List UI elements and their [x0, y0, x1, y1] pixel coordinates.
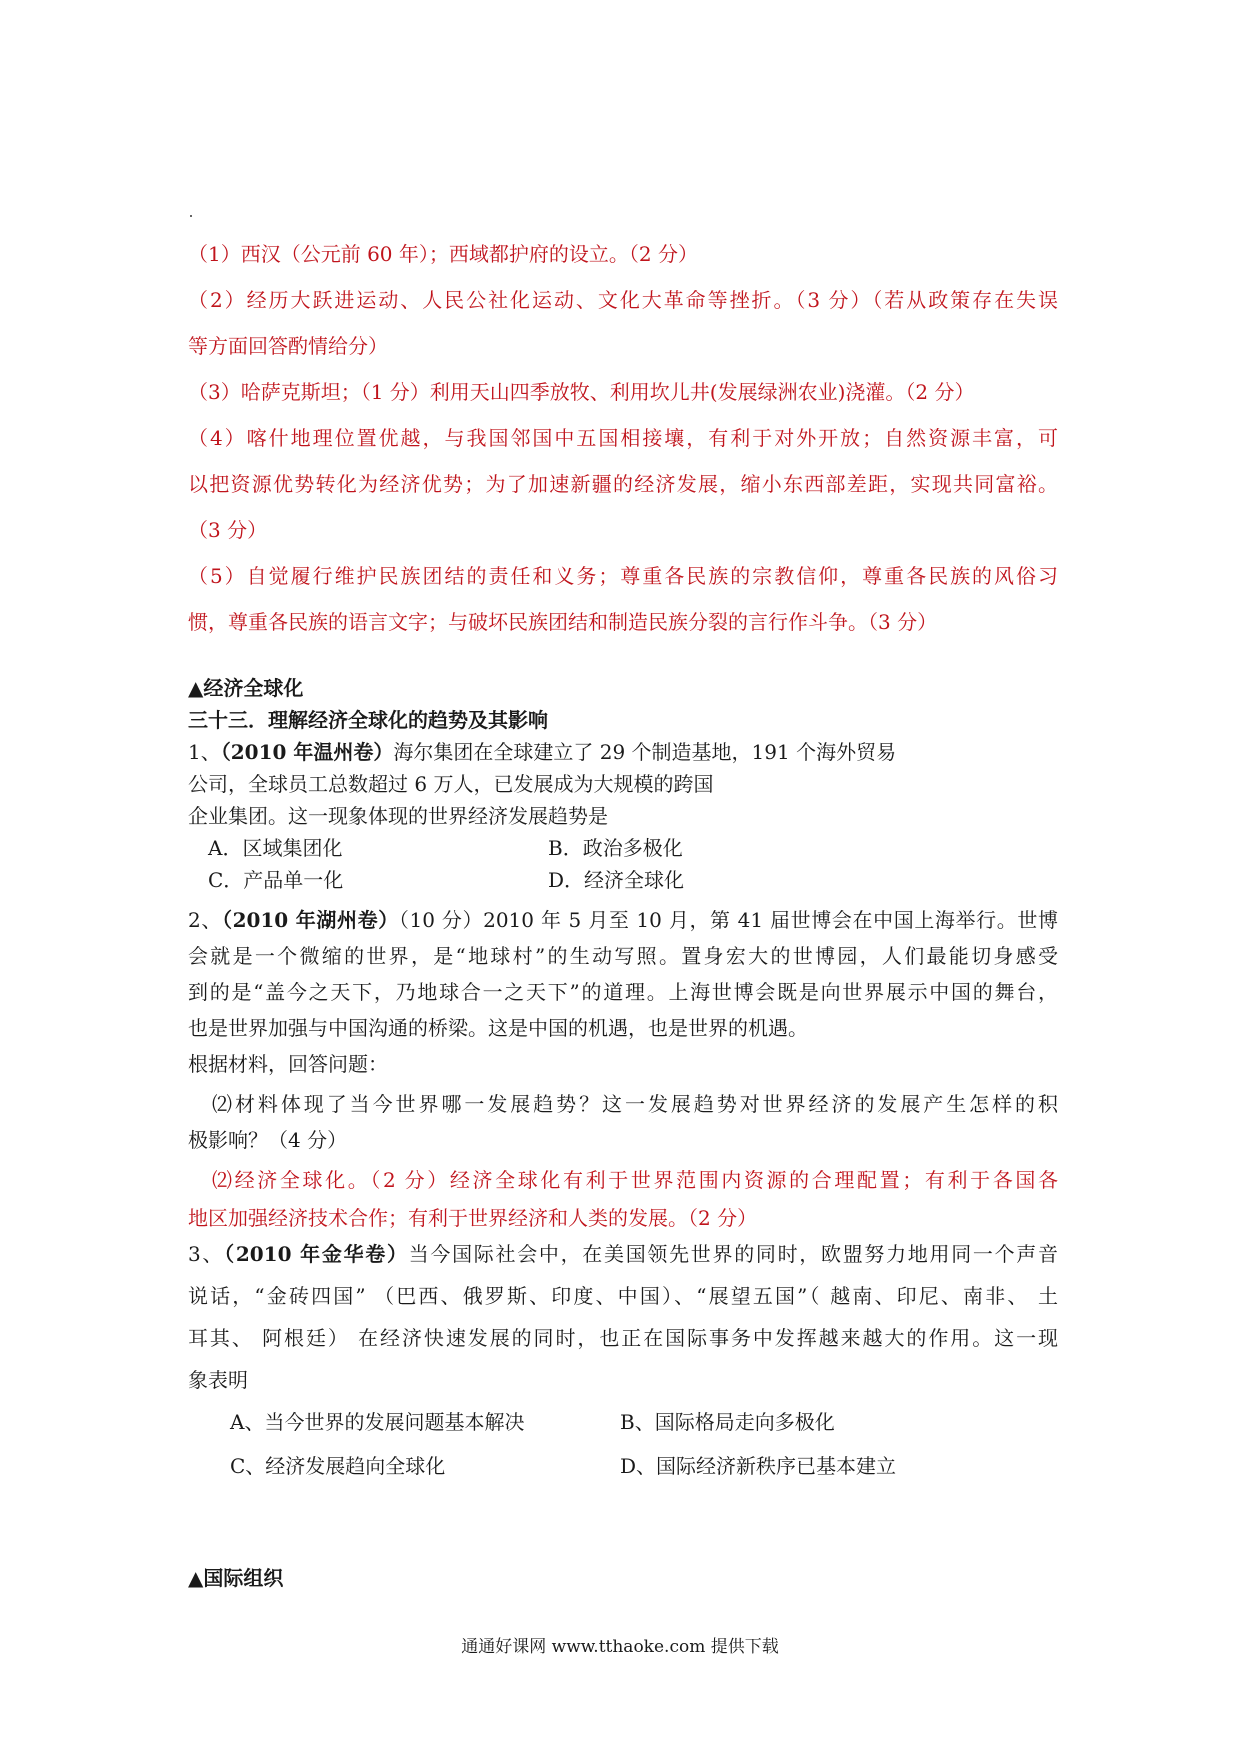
question-2-line-5: 根据材料，回答问题： [188, 1052, 388, 1076]
question-1-option-d: D．经济全球化 [548, 868, 685, 892]
question-3-line-1 [188, 1240, 1058, 1268]
question-number: 1、 [188, 740, 221, 764]
answer-4-line-3: （3 分） [188, 518, 268, 542]
question-1-option-c: C．产品单一化 [208, 868, 344, 892]
question-3-option-b: B、国际格局走向多极化 [620, 1410, 835, 1434]
question-2-line-2: 会就是一个微缩的世界，是“地球村”的生动写照。置身宏大的世博园，人们最能切身感受 [188, 944, 1058, 968]
answer-5-line-1: （5）自觉履行维护民族团结的责任和义务；尊重各民族的宗教信仰，尊重各民族的风俗习 [188, 564, 1058, 588]
answer-3: （3）哈萨克斯坦；（1 分）利用天山四季放牧、利用坎儿井(发展绿洲农业)浇灌。（2 分） [188, 380, 975, 404]
question-2-answer-line-1: ⑵经济全球化。（2 分）经济全球化有利于世界范围内资源的合理配置；有利于各国各 [212, 1168, 1058, 1192]
answer-2-line-1: （2）经历大跃进运动、人民公社化运动、文化大革命等挫折。（3 分）（若从政策存在失误 [188, 288, 1058, 312]
section-heading-intl-org: ▲国际组织 [188, 1566, 284, 1590]
question-1-line-2: 公司，全球员工总数超过 6 万人，已发展成为大规模的跨国 [188, 772, 714, 796]
topic-title: 三十三．理解经济全球化的趋势及其影响 [188, 708, 548, 732]
question-2-line-4: 也是世界加强与中国沟通的桥梁。这是中国的机遇，也是世界的机遇。 [188, 1016, 808, 1040]
question-text: （10 分）2010 年 5 月至 10 月，第 41 届世博会在中国上海举行。世博 [398, 908, 1058, 932]
question-source: （2010 年湖州卷） [221, 908, 399, 932]
question-1-option-a: A．区域集团化 [208, 836, 343, 860]
question-3-option-c: C、经济发展趋向全球化 [230, 1454, 446, 1478]
question-number: 2、 [188, 908, 222, 932]
question-1-line-1 [188, 738, 896, 766]
answer-1: （1）西汉（公元前 60 年）；西域都护府的设立。（2 分） [188, 242, 698, 266]
question-2-line-1 [188, 906, 1058, 934]
question-text: 海尔集团在全球建立了 29 个制造基地，191 个海外贸易 [393, 740, 897, 764]
page-footer: 通通好课网 www.tthaoke.com 提供下载 [461, 1637, 779, 1657]
question-1-line-3: 企业集团。这一现象体现的世界经济发展趋势是 [188, 804, 608, 828]
question-2-line-3: 到的是“盖今之天下，乃地球合一之天下”的道理。上海世博会既是向世界展示中国的舞台， [188, 980, 1058, 1004]
question-source: （2010 年金华卷） [224, 1242, 409, 1266]
question-number: 3、 [188, 1242, 225, 1266]
answer-4-line-2: 以把资源优势转化为经济优势；为了加速新疆的经济发展，缩小东西部差距，实现共同富裕。 [188, 472, 1058, 496]
question-source: （2010 年温州卷） [220, 740, 394, 764]
question-3-option-d: D、国际经济新秩序已基本建立 [620, 1454, 897, 1478]
question-2-answer-line-2: 地区加强经济技术合作；有利于世界经济和人类的发展。（2 分） [188, 1206, 758, 1230]
section-heading-globalization: ▲经济全球化 [188, 676, 304, 700]
question-text: 当今国际社会中，在美国领先世界的同时，欧盟努力地用同一个声音 [408, 1242, 1059, 1266]
answer-2-line-2: 等方面回答酌情给分） [188, 334, 388, 358]
answer-4-line-1: （4）喀什地理位置优越，与我国邻国中五国相接壤，有利于对外开放；自然资源丰富，可 [188, 426, 1058, 450]
question-3-option-a: A、当今世界的发展问题基本解决 [230, 1410, 525, 1434]
stray-mark [190, 215, 192, 217]
question-2-sub-line-1: ⑵材料体现了当今世界哪一发展趋势？这一发展趋势对世界经济的发展产生怎样的积 [212, 1092, 1058, 1116]
question-1-option-b: B．政治多极化 [548, 836, 683, 860]
question-3-line-2: 说话，“金砖四国” （巴西、俄罗斯、印度、中国）、“展望五国”（ 越南、印尼、南非、 土 [188, 1284, 1058, 1308]
question-2-sub-line-2: 极影响？（4 分） [188, 1128, 348, 1152]
question-3-line-3: 耳其、 阿根廷） 在经济快速发展的同时，也正在国际事务中发挥越来越大的作用。这一现 [188, 1326, 1058, 1350]
answer-5-line-2: 惯，尊重各民族的语言文字；与破坏民族团结和制造民族分裂的言行作斗争。（3 分） [188, 610, 938, 634]
question-3-line-4: 象表明 [188, 1368, 248, 1392]
